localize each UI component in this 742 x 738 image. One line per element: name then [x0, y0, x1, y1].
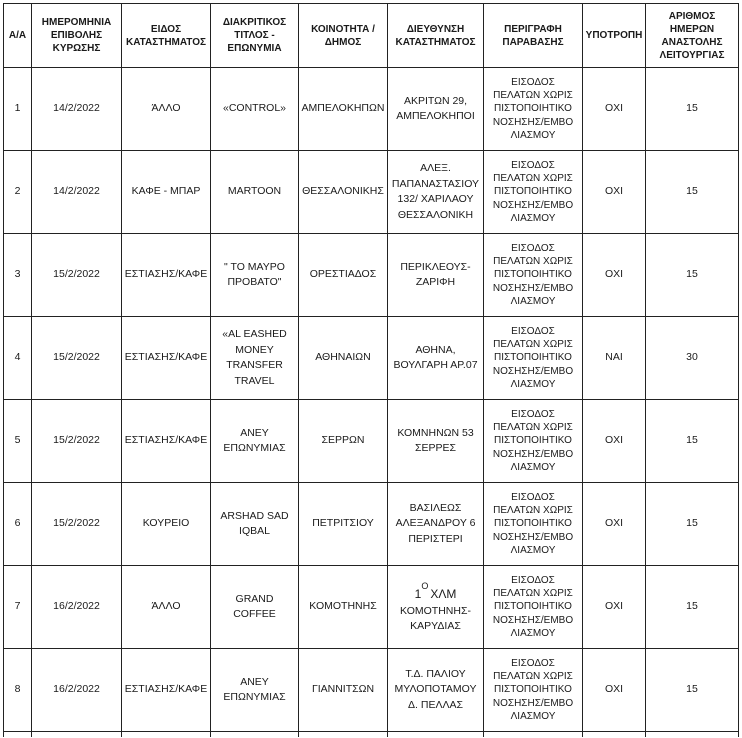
header-title: ΔΙΑΚΡΙΤΙΚΟΣ ΤΙΤΛΟΣ - ΕΠΩΝΥΜΙΑ	[211, 4, 299, 68]
cut-cell	[484, 732, 583, 738]
cell-violation: ΕΙΣΟΔΟΣ ΠΕΛΑΤΩΝ ΧΩΡΙΣ ΠΙΣΤΟΠΟΙΗΤΙΚΟ ΝΟΣΗΣΗΣ/ΕΜΒΟ ΛΙΑΣΜΟΥ	[484, 317, 583, 400]
cell-violation: ΕΙΣΟΔΟΣ ΠΕΛΑΤΩΝ ΧΩΡΙΣ ΠΙΣΤΟΠΟΙΗΤΙΚΟ ΝΟΣΗΣΗΣ/ΕΜΒΟ ΛΙΑΣΜΟΥ	[484, 649, 583, 732]
cut-cell	[646, 732, 739, 738]
cut-cell	[32, 732, 122, 738]
cell-days: 15	[646, 68, 739, 151]
cell-title: «AL EASHED MONEY TRANSFER TRAVEL	[211, 317, 299, 400]
cell-aa: 3	[4, 234, 32, 317]
cell-repeat: ΟΧΙ	[583, 483, 646, 566]
cell-type: ΕΣΤΙΑΣΗΣ/ΚΑΦΕ	[122, 649, 211, 732]
cell-title: ΑΝΕΥ ΕΠΩΝΥΜΙΑΣ	[211, 649, 299, 732]
cell-title: ARSHAD SAD IQBAL	[211, 483, 299, 566]
cell-community: ΓΙΑΝΝΙΤΣΩΝ	[299, 649, 388, 732]
cell-community: ΑΜΠΕΛΟΚΗΠΩΝ	[299, 68, 388, 151]
table-row	[4, 566, 739, 649]
cell-days: 15	[646, 566, 739, 649]
cell-community: ΠΕΤΡΙΤΣΙΟΥ	[299, 483, 388, 566]
cell-days: 15	[646, 649, 739, 732]
cell-days: 30	[646, 317, 739, 400]
header-days: ΑΡΙΘΜΟΣ ΗΜΕΡΩΝ ΑΝΑΣΤΟΛΗΣ ΛΕΙΤΟΥΡΓΙΑΣ	[646, 4, 739, 68]
cell-repeat: ΟΧΙ	[583, 400, 646, 483]
table-row	[4, 483, 739, 566]
cell-aa: 6	[4, 483, 32, 566]
header-row	[4, 4, 739, 68]
cell-title: " ΤΟ ΜΑΥΡΟ ΠΡΟΒΑΤΟ"	[211, 234, 299, 317]
cut-cell	[122, 732, 211, 738]
cell-violation: ΕΙΣΟΔΟΣ ΠΕΛΑΤΩΝ ΧΩΡΙΣ ΠΙΣΤΟΠΟΙΗΤΙΚΟ ΝΟΣΗΣΗΣ/ΕΜΒΟ ΛΙΑΣΜΟΥ	[484, 566, 583, 649]
cell-date: 14/2/2022	[32, 151, 122, 234]
cut-cell	[388, 732, 484, 738]
cell-aa: 5	[4, 400, 32, 483]
cell-type: ΕΣΤΙΑΣΗΣ/ΚΑΦΕ	[122, 400, 211, 483]
cell-date: 14/2/2022	[32, 68, 122, 151]
cell-type: ΕΣΤΙΑΣΗΣ/ΚΑΦΕ	[122, 234, 211, 317]
cell-community: ΟΡΕΣΤΙΑΔΟΣ	[299, 234, 388, 317]
cell-aa: 1	[4, 68, 32, 151]
header-address: ΔΙΕΥΘΥΝΣΗ ΚΑΤΑΣΤΗΜΑΤΟΣ	[388, 4, 484, 68]
cell-address: ΑΚΡΙΤΩΝ 29, ΑΜΠΕΛΟΚΗΠΟΙ	[388, 68, 484, 151]
cell-type: ΚΑΦΕ - ΜΠΑΡ	[122, 151, 211, 234]
cell-days: 15	[646, 234, 739, 317]
sanctions-table	[3, 3, 739, 737]
header-date: ΗΜΕΡΟΜΗΝΙΑ ΕΠΙΒΟΛΗΣ ΚΥΡΩΣΗΣ	[32, 4, 122, 68]
cell-title: GRAND COFFEE	[211, 566, 299, 649]
cell-repeat: ΟΧΙ	[583, 566, 646, 649]
cell-title: ΑΝΕΥ ΕΠΩΝΥΜΙΑΣ	[211, 400, 299, 483]
header-type: ΕΙΔΟΣ ΚΑΤΑΣΤΗΜΑΤΟΣ	[122, 4, 211, 68]
cell-aa: 2	[4, 151, 32, 234]
cell-date: 16/2/2022	[32, 649, 122, 732]
cut-cell	[299, 732, 388, 738]
cell-community: ΣΕΡΡΩΝ	[299, 400, 388, 483]
cell-date: 15/2/2022	[32, 317, 122, 400]
cell-date: 15/2/2022	[32, 400, 122, 483]
cell-violation: ΕΙΣΟΔΟΣ ΠΕΛΑΤΩΝ ΧΩΡΙΣ ΠΙΣΤΟΠΟΙΗΤΙΚΟ ΝΟΣΗΣΗΣ/ΕΜΒΟ ΛΙΑΣΜΟΥ	[484, 234, 583, 317]
cell-date: 15/2/2022	[32, 234, 122, 317]
cell-address: ΑΘΗΝΑ, ΒΟΥΛΓΑΡΗ ΑΡ.07	[388, 317, 484, 400]
table-body	[4, 68, 739, 738]
table-row	[4, 68, 739, 151]
cell-aa: 4	[4, 317, 32, 400]
cell-repeat: ΟΧΙ	[583, 234, 646, 317]
address-first-line: $1^OX\Lambda M$	[414, 581, 457, 602]
cell-violation: ΕΙΣΟΔΟΣ ΠΕΛΑΤΩΝ ΧΩΡΙΣ ΠΙΣΤΟΠΟΙΗΤΙΚΟ ΝΟΣΗΣΗΣ/ΕΜΒΟ ΛΙΑΣΜΟΥ	[484, 483, 583, 566]
cell-title: «CONTROL»	[211, 68, 299, 151]
cell-repeat: ΟΧΙ	[583, 649, 646, 732]
cell-violation: ΕΙΣΟΔΟΣ ΠΕΛΑΤΩΝ ΧΩΡΙΣ ΠΙΣΤΟΠΟΙΗΤΙΚΟ ΝΟΣΗΣΗΣ/ΕΜΒΟ ΛΙΑΣΜΟΥ	[484, 151, 583, 234]
cell-date: 16/2/2022	[32, 566, 122, 649]
cell-violation: ΕΙΣΟΔΟΣ ΠΕΛΑΤΩΝ ΧΩΡΙΣ ΠΙΣΤΟΠΟΙΗΤΙΚΟ ΝΟΣΗΣΗΣ/ΕΜΒΟ ΛΙΑΣΜΟΥ	[484, 68, 583, 151]
cell-repeat: ΟΧΙ	[583, 151, 646, 234]
cell-days: 15	[646, 483, 739, 566]
cell-days: 15	[646, 151, 739, 234]
cell-type: ΆΛΛΟ	[122, 68, 211, 151]
cell-type: ΚΟΥΡΕΙΟ	[122, 483, 211, 566]
cell-address: ΑΛΕΞ. ΠΑΠΑΝΑΣΤΑΣΙΟΥ 132/ ΧΑΡΙΛΑΟΥ ΘΕΣΣΑΛΟΝΙΚΗ	[388, 151, 484, 234]
cell-community: ΚΟΜΟΤΗΝΗΣ	[299, 566, 388, 649]
cell-community: ΑΘΗΝΑΙΩΝ	[299, 317, 388, 400]
table-row	[4, 317, 739, 400]
cell-type: ΕΣΤΙΑΣΗΣ/ΚΑΦΕ	[122, 317, 211, 400]
cell-address: Τ.Δ. ΠΑΛΙΟΥ ΜΥΛΟΠΟΤΑΜΟΥ Δ. ΠΕΛΛΑΣ	[388, 649, 484, 732]
cell-address: ΒΑΣΙΛΕΩΣ ΑΛΕΞΑΝΔΡΟΥ 6 ΠΕΡΙΣΤΕΡΙ	[388, 483, 484, 566]
cut-cell	[211, 732, 299, 738]
table-row	[4, 234, 739, 317]
cell-violation: ΕΙΣΟΔΟΣ ΠΕΛΑΤΩΝ ΧΩΡΙΣ ΠΙΣΤΟΠΟΙΗΤΙΚΟ ΝΟΣΗΣΗΣ/ΕΜΒΟ ΛΙΑΣΜΟΥ	[484, 400, 583, 483]
header-aa: Α/Α	[4, 4, 32, 68]
table-row	[4, 151, 739, 234]
cell-date: 15/2/2022	[32, 483, 122, 566]
cell-address: $1^OX\Lambda M$ ΚΟΜΟΤΗΝΗΣ- ΚΑΡΥΔΙΑΣ	[388, 566, 484, 649]
table-row	[4, 400, 739, 483]
cell-repeat: ΝΑΙ	[583, 317, 646, 400]
cell-aa: 7	[4, 566, 32, 649]
cell-aa: 8	[4, 649, 32, 732]
table-row	[4, 649, 739, 732]
cell-title: MARTOON	[211, 151, 299, 234]
cell-address: ΚΟΜΝΗΝΩΝ 53 ΣΕΡΡΕΣ	[388, 400, 484, 483]
header-violation: ΠΕΡΙΓΡΑΦΗ ΠΑΡΑΒΑΣΗΣ	[484, 4, 583, 68]
cell-community: ΘΕΣΣΑΛΟΝΙΚΗΣ	[299, 151, 388, 234]
cell-days: 15	[646, 400, 739, 483]
table-row-cut	[4, 732, 739, 738]
cell-type: ΆΛΛΟ	[122, 566, 211, 649]
header-repeat: ΥΠΟΤΡΟΠΗ	[583, 4, 646, 68]
cut-cell	[4, 732, 32, 738]
cut-cell	[583, 732, 646, 738]
header-community: ΚΟΙΝΟΤΗΤΑ / ΔΗΜΟΣ	[299, 4, 388, 68]
cell-repeat: ΟΧΙ	[583, 68, 646, 151]
cell-address: ΠΕΡΙΚΛΕΟΥΣ- ΖΑΡΙΦΗ	[388, 234, 484, 317]
